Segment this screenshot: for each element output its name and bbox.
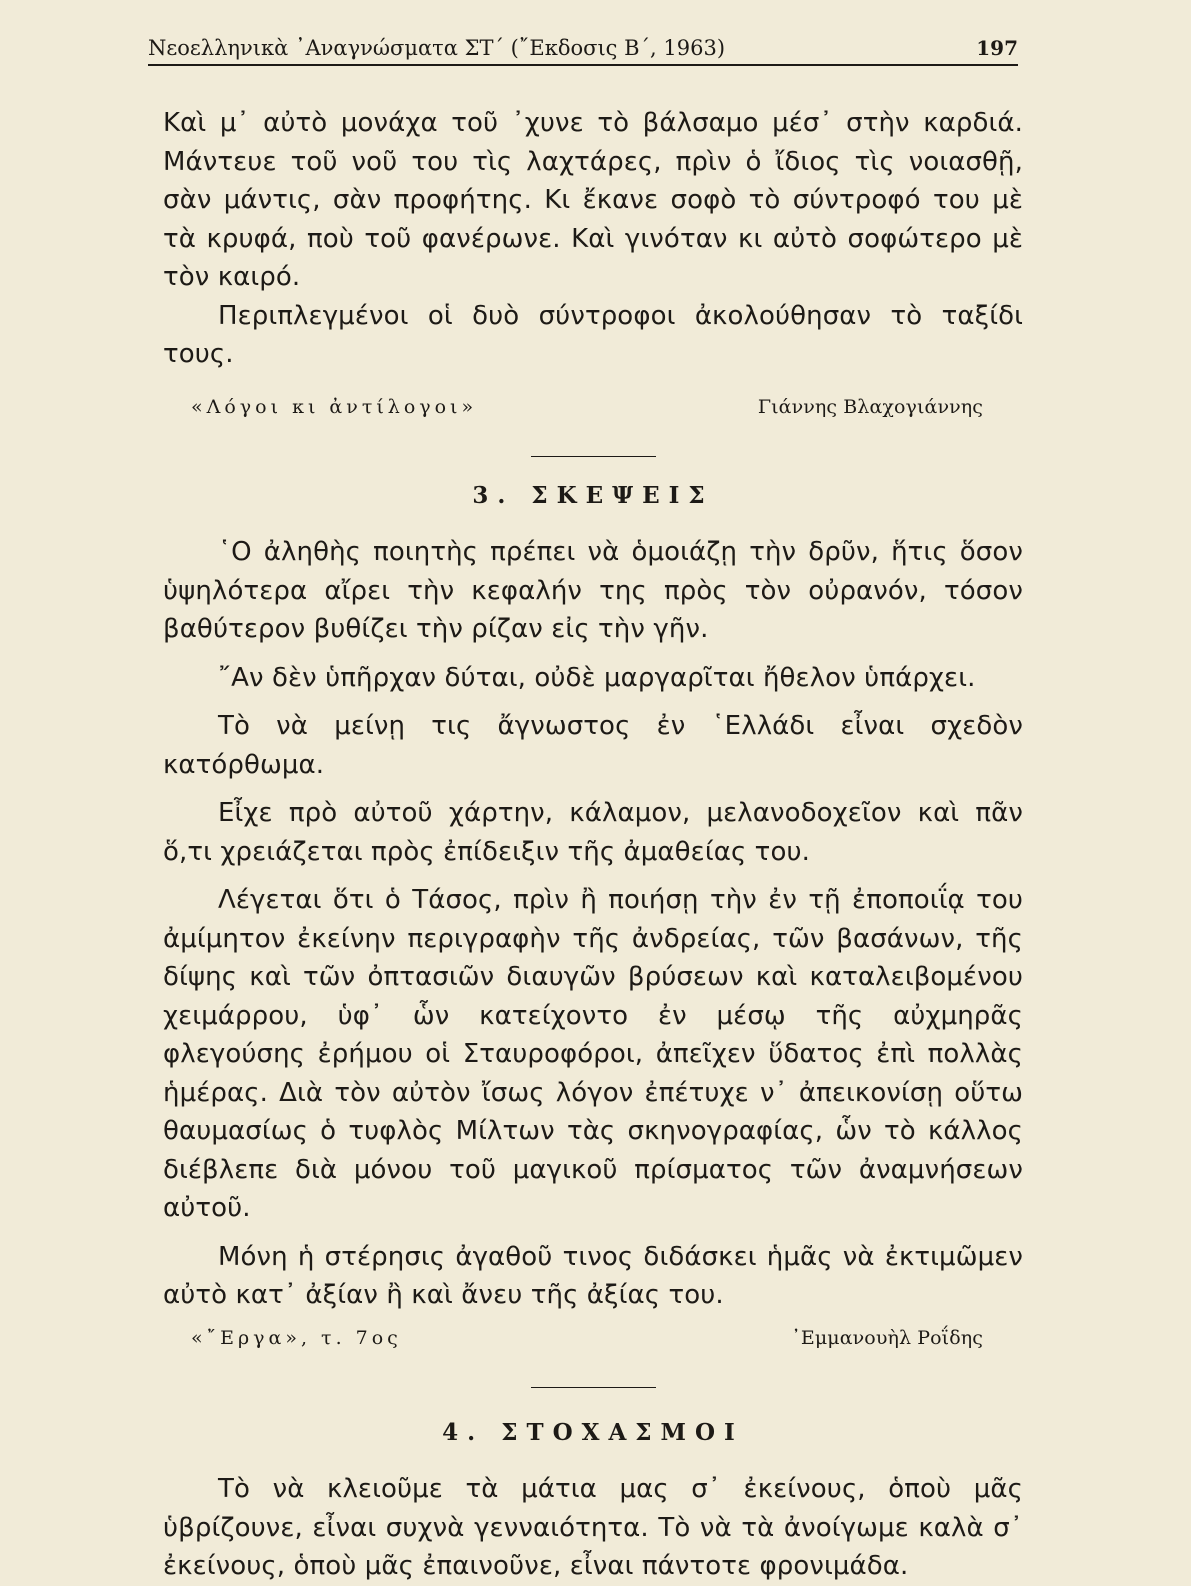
paragraph: Περιπλεγμένοι οἱ δυὸ σύντροφοι ἀκολούθησαν τὸ ταξίδι τους.	[163, 300, 1023, 369]
author-name: Γιάννης Βλαχογιάννης	[757, 395, 983, 418]
paragraph: Εἶχε πρὸ αὐτοῦ χάρτην, κάλαμον, μελανοδοχεῖον καὶ πᾶν ὅ,τι χρειάζεται πρὸς ἐπίδειξιν τῆς ἀμαθείας του.	[163, 798, 1023, 867]
paragraph: Τὸ νὰ μείνῃ τις ἄγνωστος ἐν ῾Ελλάδι εἶναι σχεδὸν κατόρθωμα.	[163, 711, 1023, 780]
running-title: Νεοελληνικὰ ᾿Αναγνώσματα ΣΤ΄ (῎Εκδοσις Β΄, 1963)	[148, 36, 726, 60]
paragraph: ῾Ο ἀληθὴς ποιητὴς πρέπει νὰ ὁμοιάζῃ τὴν δρῦν, ἥτις ὅσον ὑψηλότερα αἴρει τὴν κεφαλήν της πρὸς τὸν οὐρανόν, τόσον βαθύτερον βυθίζει τὴν ρίζαν εἰς τὴν γῆν.	[163, 537, 1023, 644]
paragraph: Λέγεται ὅτι ὁ Τάσος, πρὶν ἢ ποιήσῃ τὴν ἐν τῇ ἐποποιΐᾳ του ἀμίμητον ἐκείνην περιγραφὴν τῆς ἀνδρείας, τῶν βασάνων, τῆς δίψης καὶ τῶν ὀπτασιῶν διαυγῶν βρύσεων καὶ καταλειβομένου χειμάρρου, ὑφ᾿ ὧν κατείχοντο ἐν μέσῳ τῆς αὐχμηρᾶς φλεγούσης ἐρήμου οἱ Σταυροφόροι, ἀπεῖχεν ὕδατος ἐπὶ πολλὰς ἡμέρας. Διὰ τὸν αὐτὸν ἴσως λόγον ἐπέτυχε ν᾿ ἀπεικονίσῃ οὕτω θαυμασίως ὁ τυφλὸς Μίλτων τὰς σκηνογραφίας, ὧν τὸ κάλλος διέβλεπε διὰ μόνου τοῦ μαγικοῦ πρίσματος τῶν ἀναμνήσεων αὐτοῦ.	[163, 885, 1023, 1223]
paragraph: Τὸ νὰ κλειοῦμε τὰ μάτια μας σ᾿ ἐκείνους, ὁποὺ μᾶς ὑβρίζουνε, εἶναι συχνὰ γενναιότητα. Τὸ νὰ τὰ ἀνοίγωμε καλὰ σ᾿ ἐκείνους, ὁποὺ μᾶς ἐπαινοῦνε, εἶναι πάντοτε φρονιμάδα.	[163, 1474, 1023, 1581]
page-number: 197	[976, 36, 1018, 60]
author-name: ᾿Εμμανουὴλ Ροΐδης	[791, 1326, 983, 1349]
paragraph: ῎Αν δὲν ὑπῆρχαν δύται, οὐδὲ μαργαρῖται ἤθελον ὑπάρχει.	[218, 662, 976, 693]
section-heading: 3. ΣΚΕΨΕΙΣ	[472, 481, 714, 509]
running-header	[148, 36, 1018, 66]
paragraph: Καὶ μ᾿ αὐτὸ μονάχα τοῦ ᾿χυνε τὸ βάλσαμο μέσ᾿ στὴν καρδιά. Μάντευε τοῦ νοῦ του τὶς λαχτάρες, πρὶν ὁ ἴδιος τὶς νοιασθῇ, σὰν μάντις, σὰν προφήτης. Κι ἔκανε σοφὸ τὸ σύντροφό του μὲ τὰ κρυφά, ποὺ τοῦ φανέρωνε. Καὶ γινόταν κι αὐτὸ σοφώτερο μὲ τὸν καιρό.	[163, 108, 1023, 292]
page-body	[163, 104, 1023, 1586]
attribution	[163, 1323, 1023, 1353]
paragraph: Μόνη ἡ στέρησις ἀγαθοῦ τινος διδάσκει ἡμᾶς νὰ ἐκτιμῶμεν αὐτὸ κατ᾿ ἀξίαν ἢ καὶ ἄνευ τῆς ἀξίας του.	[163, 1241, 1023, 1310]
section-heading: 4. ΣΤΟΧΑΣΜΟΙ	[442, 1418, 744, 1446]
source-title: «Λόγοι κι ἀντίλογοι»	[191, 395, 478, 418]
source-title: «῎Εργα», τ. 7ος	[191, 1326, 402, 1349]
attribution	[163, 392, 1023, 422]
